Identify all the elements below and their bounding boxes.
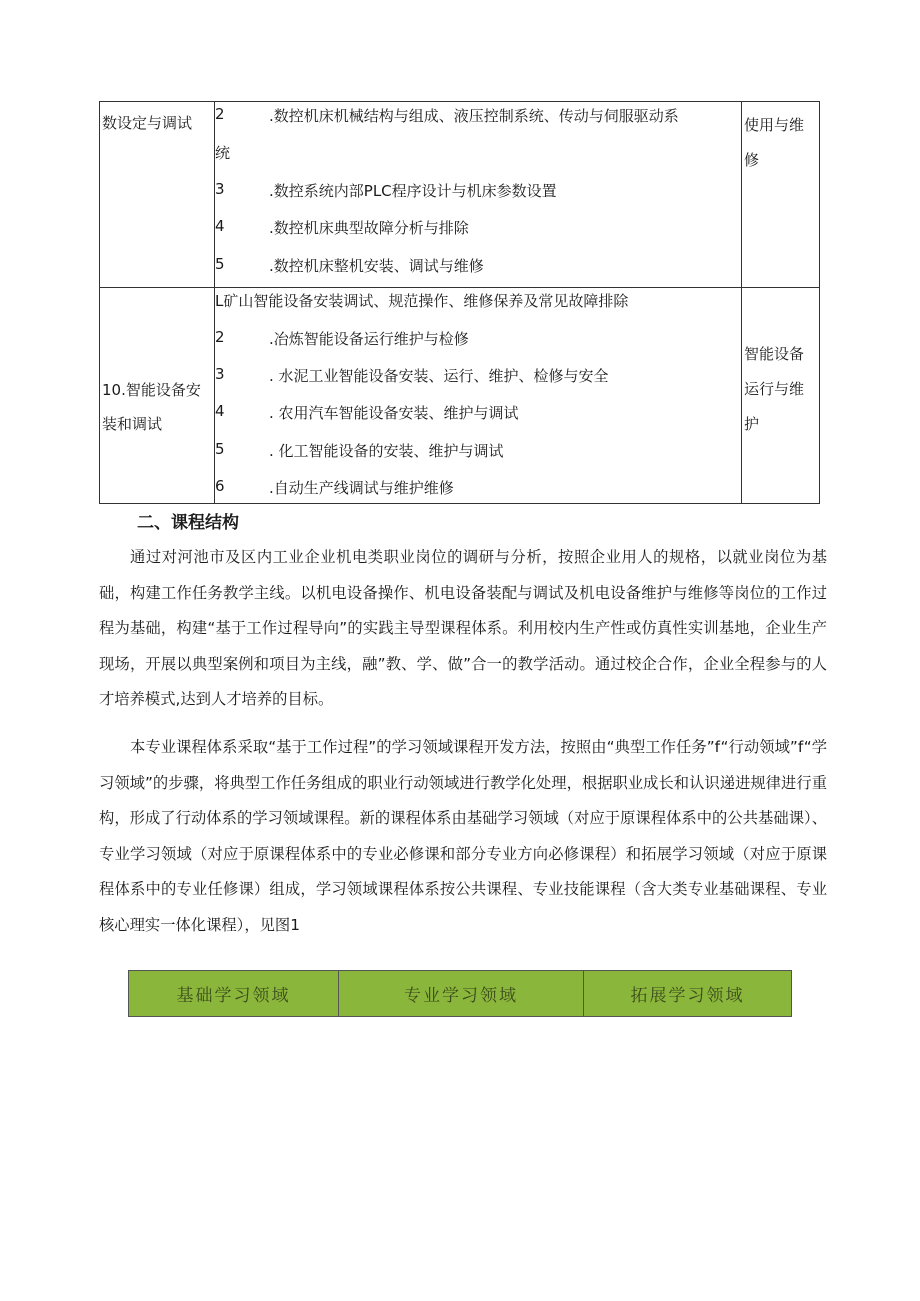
course-content-cell: 2 .数控机床机械结构与组成、液压控制系统、传动与伺服驱动系 统 3 .数控系统内部PLC程序设计与机床参数设置 4 .数控机床典型故障分析与排除 5 .数控机床整机安装、调试与维修	[215, 102, 742, 288]
learning-domain-diagram	[128, 970, 792, 1017]
course-name: 10.智能设备安	[102, 381, 201, 399]
direction-cell	[742, 102, 820, 288]
direction-line: 修	[744, 151, 760, 169]
direction-line: 智能设备	[744, 345, 805, 363]
paragraph: 通过对河池市及区内工业企业机电类职业岗位的调研与分析，按照企业用人的规格，以就业岗位为基础，构建工作任务教学主线。以机电设备操作、机电设备装配与调试及机电设备维护与维修等岗位的工作过程为基础，构建“基于工作过程导向”的实践主导型课程体系。利用校内生产性或仿真性实训基地，企业生产现场，开展以典型案例和项目为主线，融”教、学、做”合一的教学活动。通过校企合作，企业全程参与的人才培养模式,达到人才培养的目标。	[99, 548, 827, 708]
direction-line: 使用与维	[744, 116, 805, 134]
extended-learning-domain-box: 拓展学习领域	[584, 971, 791, 1016]
course-name-cell	[100, 102, 215, 288]
course-content-cell: L矿山智能设备安装调试、规范操作、维修保养及常见故障排除 2 .冶炼智能设备运行维护与检修 3 . 水泥工业智能设备安装、运行、维护、检修与安全 4 . 农用汽车智能设备安装、维护与调试 5 . 化工智能设备的安装、维护与调试 6 .自动生产线调试与维护维修	[215, 288, 742, 504]
course-name: 装和调试	[102, 415, 163, 433]
direction-line: 护	[744, 415, 760, 433]
course-table	[99, 101, 820, 504]
basic-learning-domain-box: 基础学习领域	[129, 971, 339, 1016]
section-title: 二、课程结构	[137, 513, 239, 533]
course-name: 数设定与调试	[102, 114, 193, 132]
course-name-cell	[100, 288, 215, 504]
paragraph: 本专业课程体系采取“基于工作过程”的学习领域课程开发方法，按照由“典型工作任务”f“行动领域”f“学习领域”的步骤，将典型工作任务组成的职业行动领域进行教学化处理，根据职业成长和认识递进规律进行重构，形成了行动体系的学习领域课程。新的课程体系由基础学习领域（对应于原课程体系中的公共基础课）、专业学习领域（对应于原课程体系中的专业必修课和部分专业方向必修课程）和拓展学习领域（对应于原课程体系中的专业任修课）组成，学习领域课程体系按公共课程、专业技能课程（含大类专业基础课程、专业核心理实一体化课程），见图1	[99, 738, 827, 934]
direction-cell	[742, 288, 820, 504]
direction-line: 运行与维	[744, 380, 805, 398]
professional-learning-domain-box: 专业学习领域	[339, 971, 584, 1016]
